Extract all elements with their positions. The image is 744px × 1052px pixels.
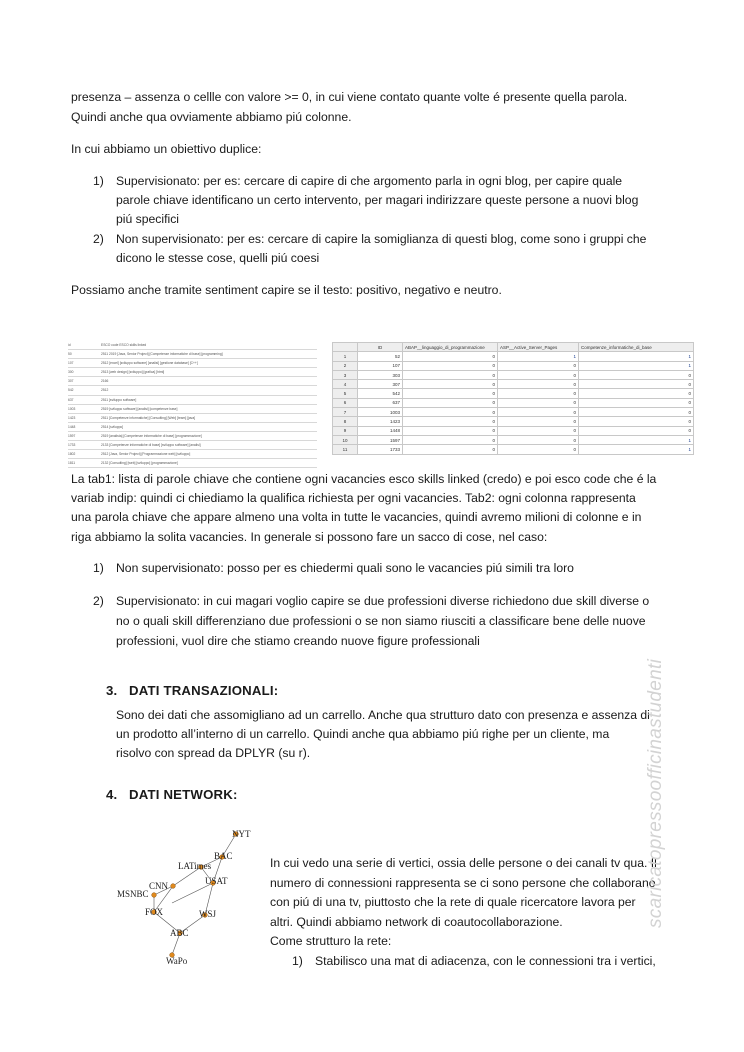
table-cell: 0 — [403, 417, 498, 426]
section-title-transactional: DATI TRANSAZIONALI: — [129, 683, 279, 698]
table-header-cell: ASP__Active_Server_Pages — [498, 343, 579, 352]
paragraph-intro-1: presenza – assenza o cellle con valore >= 0, in cui viene contato quante volte é presente quella parola. — [71, 90, 628, 104]
table-cell: 0 — [579, 398, 694, 407]
table-cell: 0 — [579, 408, 694, 417]
table-cell: 1733 — [358, 445, 403, 454]
row-index-cell: 11 — [333, 445, 358, 454]
list-item-line: dicono le stesse cose, quelli piú coesi — [116, 251, 320, 265]
row-index-cell: 4 — [333, 380, 358, 389]
table-row — [333, 435, 694, 444]
section-title-network: DATI NETWORK: — [129, 787, 238, 802]
table-cell: 0 — [498, 398, 579, 407]
node-label: USAT — [205, 876, 228, 886]
list-number: 1) — [93, 561, 104, 575]
paragraph-tab-desc-1: La tab1: lista di parole chiave che contiene ogni vacancies esco skills linked (credo) e poi esco code che é la — [71, 472, 657, 486]
row-index-cell: 1 — [333, 352, 358, 361]
table-row — [68, 377, 317, 386]
table-row — [68, 459, 317, 468]
node-label: WSJ — [199, 909, 217, 919]
table-row — [68, 405, 317, 414]
paragraph-trans-3: risolvo con spread da DPLYR (su r). — [116, 746, 311, 760]
paragraph-tab-desc-4: riga abbiamo la solita vacancies. In generale si possono fare un sacco di cose, nel caso: — [71, 530, 548, 544]
table-row — [68, 450, 317, 459]
row-index-cell: 9 — [333, 426, 358, 435]
list-item-line: piú specifici — [116, 212, 179, 226]
table-cell: 0 — [498, 380, 579, 389]
table-cell: 0 — [579, 417, 694, 426]
row-index-cell: 2 — [333, 361, 358, 370]
row-index-cell: 3 — [333, 370, 358, 379]
table-cell: 0 — [579, 380, 694, 389]
table-cell: 2514 [sviluppo] — [101, 424, 124, 429]
table-cell: 0 — [498, 408, 579, 417]
list-number: 1) — [292, 954, 303, 968]
table-cell: 0 — [403, 389, 498, 398]
table-cell: 0 — [403, 408, 498, 417]
table-row — [68, 386, 317, 395]
table-cell: 107 — [68, 361, 74, 366]
table-cell: 0 — [498, 445, 579, 454]
node-label: ABC — [170, 928, 189, 938]
table-cell: 303 — [358, 370, 403, 379]
row-index-cell: 7 — [333, 408, 358, 417]
keyword-matrix-table — [332, 342, 694, 455]
table-cell: 0 — [498, 389, 579, 398]
table-row — [68, 368, 317, 377]
paragraph-intro-2: Quindi anche qua ovviamente abbiamo piú colonne. — [71, 110, 352, 124]
table-cell: 2132 [Consulting] [web] [sviluppo] [programmazione] — [101, 461, 178, 466]
watermark: scaricatopressoofficinastudenti — [645, 658, 666, 928]
table-row — [68, 432, 317, 441]
table-row — [333, 370, 694, 379]
table-cell: 1733 — [68, 443, 76, 448]
table-row — [333, 398, 694, 407]
node-label: MSNBC — [117, 889, 149, 899]
node-label: BAC — [214, 851, 233, 861]
table-row — [68, 414, 317, 423]
paragraph-network-4: altri. Quindi abbiamo network di coautocollaborazione. — [270, 915, 563, 929]
table-cell: 1448 — [68, 424, 76, 429]
table-cell: 0 — [403, 380, 498, 389]
table-cell: 2512 [Java, Senior Project] [Programmazione web] [sviluppo] — [101, 452, 191, 457]
table-header-cell: id — [68, 343, 71, 347]
table-cell: 1423 — [358, 417, 403, 426]
list-item-line: Supervisionato: in cui magari voglio capire se due professioni diverse richiedono due skill diverse o — [116, 594, 650, 608]
table-cell: 2513 [web design] [sviluppo] [grafica] [html] — [101, 370, 165, 375]
table-cell: 0 — [403, 445, 498, 454]
table-cell: 637 — [358, 398, 403, 407]
table-header-row — [333, 343, 694, 352]
list-item-line: no o quali skill differenziano due professioni o se non siamo riusciti a classificare bene delle nuove — [116, 614, 646, 628]
section-number: 4. — [106, 787, 118, 802]
row-index-cell: 8 — [333, 417, 358, 426]
list-item-line: Stabilisco una mat di adiacenza, con le connessioni tra i vertici, — [315, 954, 656, 968]
table-cell: 1811 — [68, 461, 76, 466]
table-cell: 0 — [498, 370, 579, 379]
table-cell: 2511 2019 [Java, Senior Project] [Competenze informatiche di base] [programming] — [101, 352, 223, 357]
table-header-cell: ESCO code ESCO skills linked — [101, 343, 147, 347]
table-cell: 0 — [498, 435, 579, 444]
table-cell: 0 — [498, 417, 579, 426]
table-row — [68, 350, 317, 359]
table-cell: 52 — [358, 352, 403, 361]
table-cell: 1003 — [68, 406, 76, 411]
section-number: 3. — [106, 683, 118, 698]
table-row — [333, 445, 694, 454]
table-cell: 1597 — [68, 433, 76, 438]
network-graph-image — [112, 825, 270, 970]
table-cell: 2511 [sviluppo software] — [101, 397, 137, 402]
table-cell: 1003 — [358, 408, 403, 417]
table-cell: 0 — [403, 370, 498, 379]
table-cell: 2511 [Competenze informatiche] [Consulting] [Web] [team] [java] — [101, 415, 196, 420]
table-corner-cell — [333, 343, 358, 352]
list-number: 1) — [93, 174, 104, 188]
list-number: 2) — [93, 232, 104, 246]
table-cell: 0 — [579, 370, 694, 379]
table-cell: 1802 — [68, 452, 76, 457]
table-cell: 1448 — [358, 426, 403, 435]
table-row — [68, 396, 317, 405]
node-label: FOX — [145, 907, 164, 917]
node-label: WaPo — [166, 956, 188, 966]
node-label: NYT — [232, 829, 251, 839]
table-cell: 1597 — [358, 435, 403, 444]
paragraph-objective: In cui abbiamo un obiettivo duplice: — [71, 142, 262, 156]
table-cell: 2512 — [101, 388, 109, 393]
table-row — [333, 380, 694, 389]
table-cell: 307 — [358, 380, 403, 389]
table-cell: 1423 — [68, 415, 76, 420]
table-cell: 2133 [Competenze informatiche di base] [sviluppo software] [analisi] — [101, 443, 201, 448]
table-cell: 2512 [excel] [sviluppo software] [analisi] [gestione database] [C++] — [101, 361, 198, 366]
keyword-table-image — [68, 341, 317, 466]
list-item-line: Supervisionato: per es: cercare di capire di che argomento parla in ogni blog, per capire quale — [116, 174, 623, 188]
table-cell: 1 — [498, 352, 579, 361]
table-cell: 2519 [analista] [Competenze informatiche di base] [programmazione] — [101, 433, 202, 438]
table-cell: 0 — [498, 361, 579, 370]
table-cell: 307 — [68, 379, 74, 384]
table-cell: 0 — [579, 389, 694, 398]
paragraph-sentiment: Possiamo anche tramite sentiment capire se il testo: positivo, negativo e neutro. — [71, 283, 502, 297]
table-header-cell: ABAP__linguaggio_di_programmazione — [403, 343, 498, 352]
table-row — [68, 441, 317, 450]
table-row — [333, 389, 694, 398]
table-cell: 0 — [403, 435, 498, 444]
table-cell: 0 — [403, 352, 498, 361]
list-item-line: professioni, vuol dire che stiamo creando nuove figure professionali — [116, 634, 480, 648]
paragraph-tab-desc-2: variab indip: quindi ci chiediamo la qualifica richiesta per ogni vacancies. Tab2: ogni colonna rappresenta — [71, 491, 636, 505]
list-item-line: Non supervisionato: posso per es chiedermi quali sono le vacancies piú simili tra loro — [116, 561, 574, 575]
paragraph-trans-2: un prodotto all’interno di un carrello. Quindi anche qua abbiamo piú righe per un cliente, ma — [116, 727, 610, 741]
paragraph-network-3: con piú di una tv, piuttosto che la rete di quale ricercatore lavora per — [270, 895, 636, 909]
paragraph-network-1: In cui vedo una serie di vertici, ossia delle persone o dei canali tv qua. Il — [270, 856, 657, 870]
table-cell: 300 — [68, 370, 74, 375]
table-header-row — [68, 341, 317, 350]
paragraph-network-2: numero di connessioni rappresenta se ci sono persone che collaborano — [270, 876, 656, 890]
list-number: 2) — [93, 594, 104, 608]
table-row — [333, 361, 694, 370]
table-cell: 0 — [403, 426, 498, 435]
table-row — [333, 426, 694, 435]
table-cell: 2519 [sviluppo software] [analisi] [competenze base] — [101, 406, 178, 411]
list-item-line: parole chiave identificano un certo intervento, per magari indirizzare queste persone a nuovi blog — [116, 193, 639, 207]
paragraph-trans-1: Sono dei dati che assomigliano ad un carrello. Anche qua strutturo dato con presenza e assenza di — [116, 708, 650, 722]
row-index-cell: 5 — [333, 389, 358, 398]
table-header-cell: ID — [358, 343, 403, 352]
table-cell: 1 — [579, 352, 694, 361]
table-row — [333, 352, 694, 361]
table-cell: 0 — [498, 426, 579, 435]
table-row — [68, 359, 317, 368]
table-row — [333, 417, 694, 426]
table-cell: 542 — [358, 389, 403, 398]
table-cell: 1 — [579, 445, 694, 454]
row-index-cell: 10 — [333, 435, 358, 444]
node-cnn — [171, 884, 176, 889]
row-index-cell: 6 — [333, 398, 358, 407]
table-cell: 107 — [358, 361, 403, 370]
table-header-cell: Competenze_informatiche_di_base — [579, 343, 694, 352]
table-cell: 0 — [403, 398, 498, 407]
paragraph-tab-desc-3: una parola chiave che appare almeno una volta in tutte le vacancies, quindi avremo milioni di colonne e in — [71, 510, 642, 524]
table-row — [333, 408, 694, 417]
node-label: CNN — [149, 881, 169, 891]
network-labels — [117, 829, 251, 966]
node-label: LATimes — [178, 861, 212, 871]
table-cell: 542 — [68, 388, 74, 393]
list-item-line: Non supervisionato: per es: cercare di capire la somiglianza di questi blog, come sono i gruppi che — [116, 232, 647, 246]
table-cell: 0 — [579, 426, 694, 435]
table-cell: 0 — [403, 361, 498, 370]
table-row — [68, 423, 317, 432]
table-cell: 50 — [68, 352, 72, 357]
paragraph-network-how: Come strutturo la rete: — [270, 934, 392, 948]
node-msnbc — [152, 893, 157, 898]
table-cell: 637 — [68, 397, 74, 402]
table-cell: 1 — [579, 435, 694, 444]
table-cell: 1 — [579, 361, 694, 370]
table-cell: 2166 — [101, 379, 109, 384]
